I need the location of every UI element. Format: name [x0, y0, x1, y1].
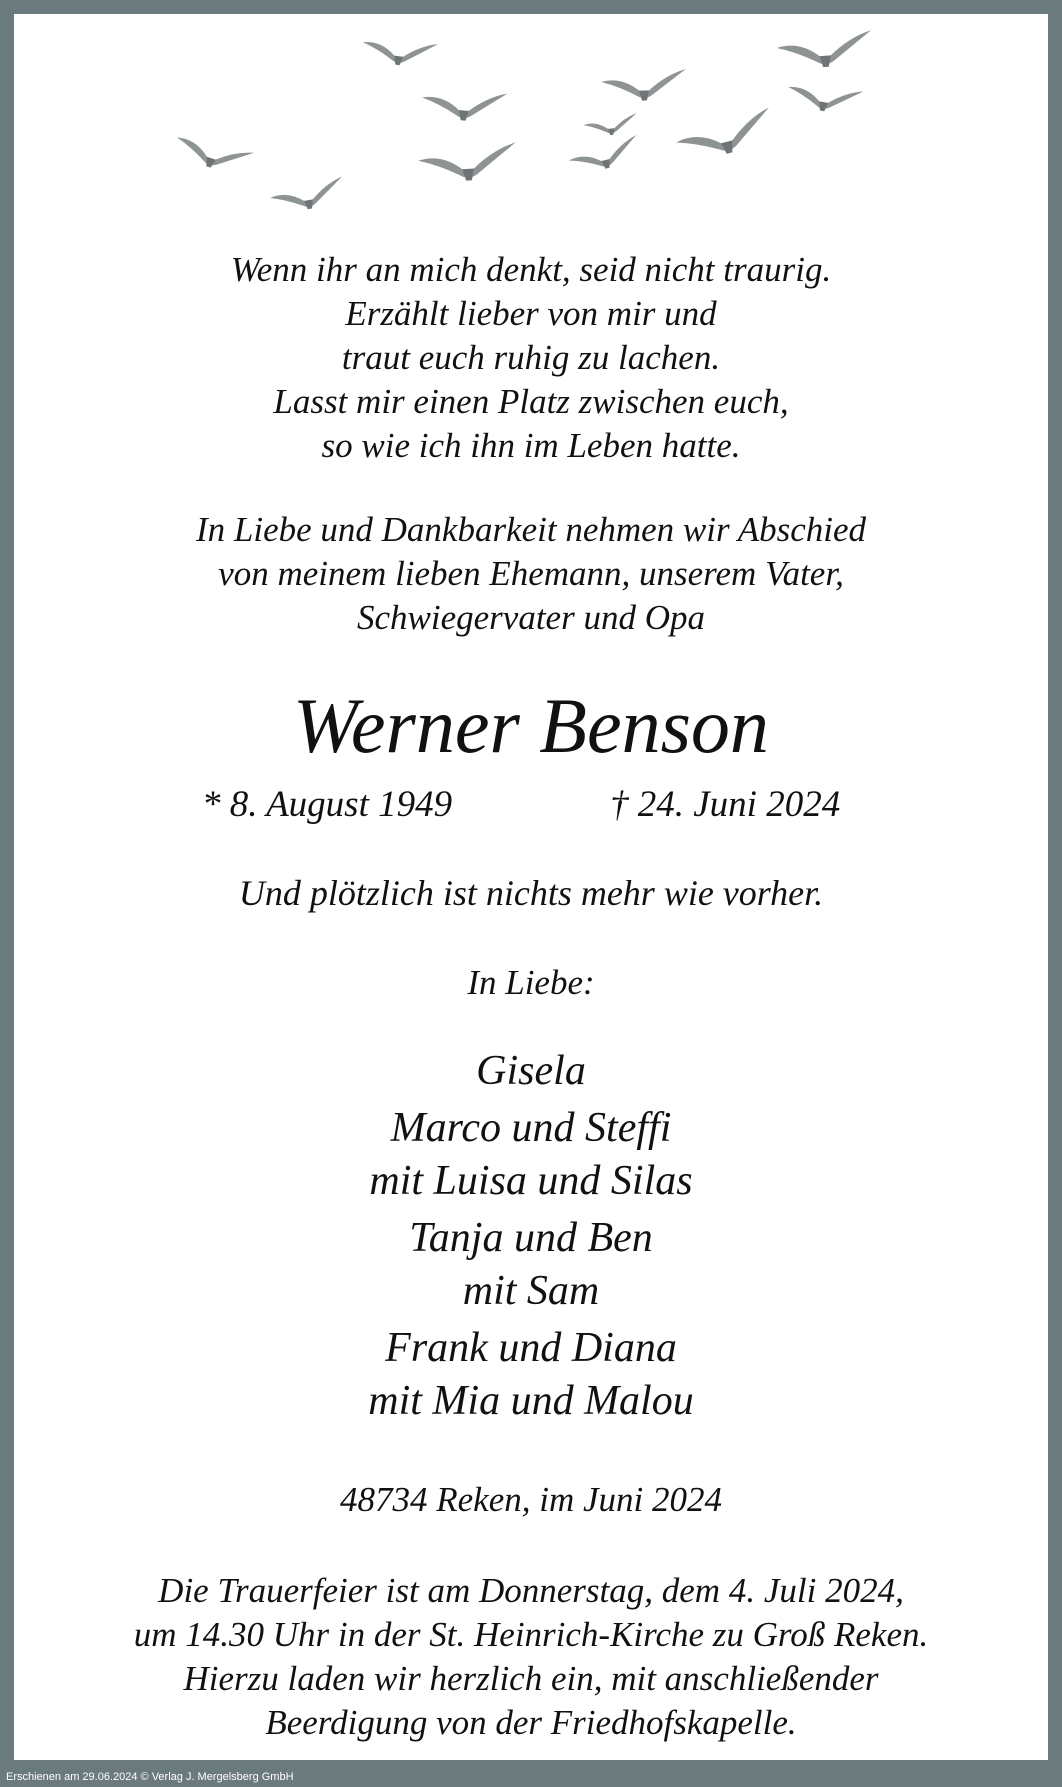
poem-line: Erzählt lieber von mir und: [345, 294, 717, 333]
gull-icon: [776, 30, 873, 70]
family-group: [14, 1102, 1048, 1208]
gull-icon: [567, 135, 642, 177]
gull-icon: [417, 142, 518, 184]
gull-icon: [360, 34, 438, 71]
service-line: Beerdigung von der Friedhofskapelle.: [265, 1703, 797, 1742]
life-dates: [14, 780, 1048, 830]
poem-line: so wie ich ihn im Leben hatte.: [321, 426, 741, 465]
intro-line: In Liebe und Dankbarkeit nehmen wir Abschied: [195, 510, 867, 549]
gull-icon: [785, 78, 863, 117]
family-member: Gisela: [476, 1048, 586, 1094]
gull-icon: [673, 107, 777, 165]
publication-footer: Erschienen am 29.06.2024 © Verlag J. Mergelsberg GmbH: [6, 1771, 294, 1783]
family-member: mit Sam: [462, 1268, 600, 1314]
family-group: [14, 1212, 1048, 1318]
family-member: Frank und Diana: [385, 1325, 677, 1371]
poem-line: Wenn ihr an mich denkt, seid nicht traurig.: [230, 250, 832, 289]
poem-line: traut euch ruhig zu lachen.: [341, 338, 721, 377]
poem-line: Lasst mir einen Platz zwischen euch,: [273, 382, 789, 421]
seagulls-illustration: [14, 14, 1048, 244]
family-member: mit Mia und Malou: [368, 1378, 694, 1424]
gull-icon: [171, 129, 254, 179]
sudden-line: Und plötzlich ist nichts mehr wie vorher.: [238, 873, 824, 913]
family-member: Marco und Steffi: [390, 1105, 672, 1151]
family-group: [14, 1045, 1048, 1098]
place-date: 48734 Reken, im Juni 2024: [340, 1480, 722, 1519]
gull-icon: [268, 176, 346, 215]
birth-date: * 8. August 1949: [202, 784, 453, 825]
family-member: mit Luisa und Silas: [369, 1158, 693, 1204]
funeral-service-info: [14, 1569, 1048, 1745]
family-group: [14, 1322, 1048, 1428]
obituary-card: [14, 14, 1048, 1760]
intro-line: Schwiegervater und Opa: [357, 598, 705, 637]
gull-icon: [601, 69, 687, 102]
family-member: Tanja und Ben: [409, 1215, 653, 1261]
gull-icon: [421, 88, 508, 124]
deceased-name: Werner Benson: [293, 682, 769, 769]
poem: [14, 248, 1048, 468]
in-love-label: In Liebe:: [467, 963, 595, 1002]
service-line: Hierzu laden wir herzlich ein, mit anschließender: [183, 1659, 879, 1698]
intro-line: von meinem lieben Ehemann, unserem Vater,: [218, 554, 844, 593]
gull-icon: [583, 113, 639, 138]
death-date: † 24. Juni 2024: [610, 784, 841, 825]
service-line: Die Trauerfeier ist am Donnerstag, dem 4. Juli 2024,: [158, 1571, 904, 1610]
service-line: um 14.30 Uhr in der St. Heinrich-Kirche zu Groß Reken.: [133, 1615, 929, 1654]
farewell-intro: [14, 508, 1048, 640]
family-list: [14, 1045, 1048, 1432]
